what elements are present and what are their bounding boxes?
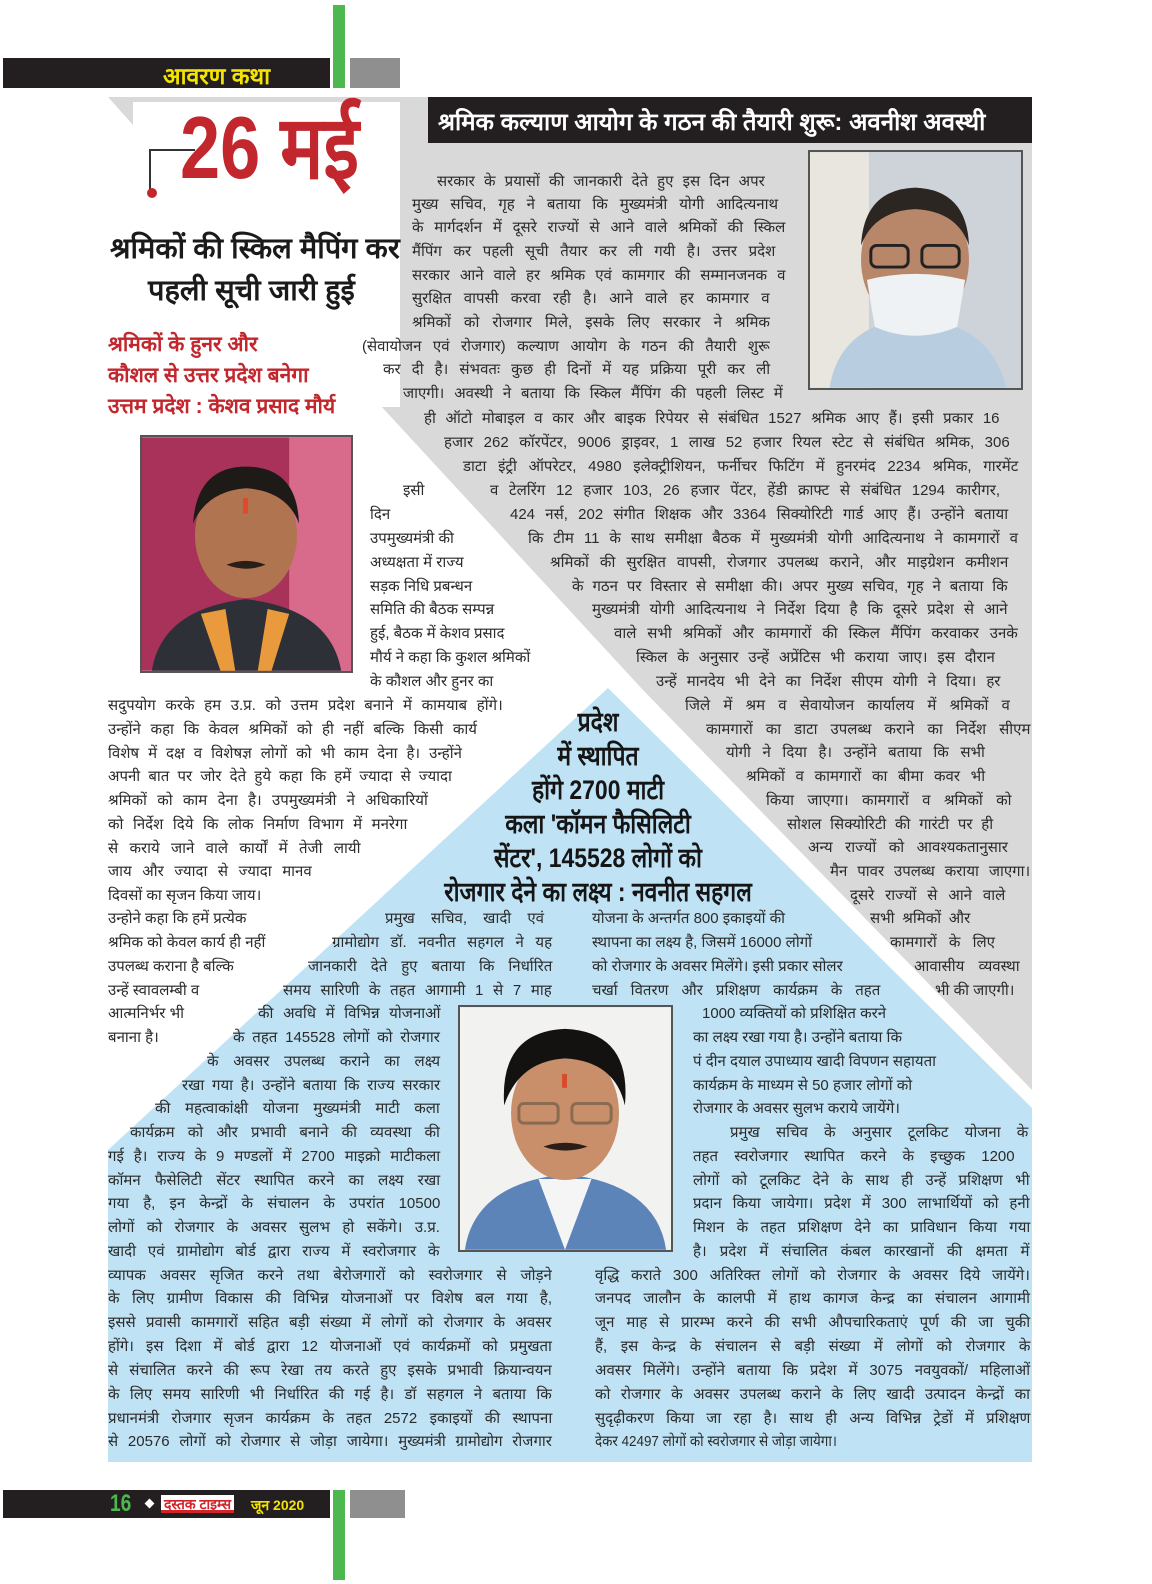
article-text-line: व्यापक अवसर सृजित करने तथा बेरोजगारों को स्वरोजगार से जोड़ने [108,1267,552,1284]
article-text-line: खादी एवं ग्रामोद्योग बोर्ड द्वारा राज्य में स्वरोजगार के [108,1243,440,1260]
article-text-line: अन्य राज्यों को आवश्यकतानुसार [808,839,1008,856]
article-text-line: सुदृढ़ीकरण किया जा रहा है। साथ ही अन्य विभिन्न ट्रेडों में प्रशिक्षण [595,1410,1031,1427]
article-text-line: रखा गया है। उन्होंने बताया कि राज्य सरकार [182,1077,441,1094]
article-text-line: दिवसों का सृजन किया जाय। [108,887,262,904]
article-text-line: दिन [370,506,391,523]
sub-headline-line-2: कौशल से उत्तर प्रदेश बनेगा [108,364,309,387]
article-text-line: अध्यक्षता में राज्य [370,554,464,571]
article-text-line: श्रमिकों को काम देना है। उपमुख्यमंत्री ने अधिकारियों [108,792,428,809]
article-text-line: उपलब्ध कराना है बल्कि [108,958,234,975]
article-text-line: के अवसर उपलब्ध कराने का लक्ष्य [207,1053,441,1070]
sub-headline-line-3: उत्तम प्रदेश : केशव प्रसाद मौर्य [108,395,336,418]
sub-headline-line-1: श्रमिकों के हुनर और [108,333,258,356]
article-text-line: गई है। राज्य के 9 मण्डलों में 2700 माइक्रो माटीकला [108,1148,441,1165]
article-text-line: अपनी बात पर जोर देते हुये कहा कि हमें ज्यादा से ज्यादा [108,768,452,785]
article-text-line: इससे प्रवासी कामगारों सहित बड़ी संख्या में लोगों को रोजगार के अवसर [108,1314,552,1331]
article-text-line: किया जाएगा। कामगारों व श्रमिकों को [766,792,1012,809]
article-text-line: कार्यक्रम को और प्रभावी बनाने की व्यवस्था की [130,1124,440,1141]
article-text-line: रोजगार के अवसर सुलभ कराये जायेंगे। [693,1100,900,1117]
article-text-line: लोगों को रोजगार के अवसर सुलभ हो सकेंगे। उ.प्र. [108,1219,440,1236]
article-text-line: कार्यक्रम के माध्यम से 50 हजार लोगों को [693,1077,913,1094]
article-text-line: व टेलरिंग 12 हजार 103, 26 हजार पेंटर, हेंडी क्राफ्ट से संबंधित 1294 कारीगर, [490,482,1000,499]
article-text-line: मिशन के तहत प्रशिक्षण देने का प्राविधान किया गया [693,1219,1031,1236]
gray-accent-block-bottom [350,1490,405,1518]
date-headline: 26 मई [180,98,359,197]
article-text-line: हजार 262 कॉरपेंटर, 9006 ड्राइवर, 1 लाख 52 हजार रियल स्टेट से संबंधित श्रमिक, 306 [444,434,1010,451]
article-text-line: कर दी है। संभवतः कुछ ही दिनों में यह प्रक्रिया पूरी कर ली [383,361,771,378]
green-accent-bar-top [333,5,345,88]
sehgal-headline-line: रोजगार देने का लक्ष्य : नवनीत सहगल [444,877,752,907]
article-text-line: मौर्य ने कहा कि कुशल श्रमिकों [370,649,531,666]
article-text-line: के लिए समय सारिणी भी निर्धारित की गई है। डॉ सहगल ने बताया कि [108,1386,552,1403]
article-text-line: कामगारों के लिए [890,934,995,951]
article-text-line: बनाना है। [108,1029,159,1046]
article-text-line: सरकार आने वाले हर श्रमिक एवं कामगार की सम्मानजनक व [412,267,786,284]
sehgal-headline-line: में स्थापित [557,741,639,771]
article-text-line: श्रमिक को केवल कार्य ही नहीं [108,934,266,951]
article-text-line: के गठन पर विस्तार से समीक्षा की। अपर मुख्य सचिव, गृह ने बताया कि [572,578,1008,595]
article-text-line: प्रमुख सचिव, खादी एवं [385,910,544,927]
portrait-image [460,1007,671,1250]
gray-accent-block-top [350,58,400,88]
main-headline-line-1: श्रमिकों की स्किल मैपिंग कर [110,233,400,265]
article-text-line: को निर्देश दिये कि लोक निर्माण विभाग में मनरेगा [108,816,408,833]
article-text-line: जाएगी। अवस्थी ने बताया कि स्किल मैंपिंग की पहली लिस्ट में [403,385,783,402]
article-text-line: उन्हें मानदेय भी देने का निर्देश सीएम योगी ने दिया। हर [656,673,1001,690]
article-text-line: श्रमिकों की सुरक्षित वापसी, रोजगार उपलब्ध कराने, और माइग्रेशन कमीशन [550,554,1009,571]
article-text-line: देकर 42497 लोगों को स्वरोजगार से जोड़ा जायेगा। [595,1433,837,1450]
article-text-line: वाले सभी श्रमिकों और कामगारों की स्किल मैंपिंग करवाकर उनके [614,625,1018,642]
article-text-line: हैं, इस केन्द्र के संचालन से बड़ी संख्या में लोगों को रोजगार के [595,1338,1031,1355]
article-text-line: मैन पावर उपलब्ध कराया जाएगा। [830,863,1031,880]
article-text-line: उन्होने कहा कि हमें प्रत्येक [108,910,247,927]
article-text-line: उन्होंने कहा कि केवल श्रमिकों को ही नहीं बल्कि किसी कार्य [108,721,477,738]
portrait-image [810,152,1021,388]
article-text-line: तहत स्वरोजगार स्थापित करने के इच्छुक 1200 [693,1148,1015,1165]
article-text-line: का लक्ष्य रखा गया है। उन्होंने बताया कि [693,1029,902,1046]
article-text-line: सुरक्षित वापसी करवा रही है। आने वाले हर कामगार व [412,290,770,307]
article-text-line: की महत्वाकांक्षी योजना मुख्यमंत्री माटी कला [155,1100,440,1117]
article-text-line: भी की जाएगी। [935,982,1015,999]
article-text-line: होंगे। इस दिशा में बोर्ड द्वारा 12 योजनाओं एवं कार्यक्रमों को प्रमुखता [108,1338,552,1355]
article-text-line: के तहत 145528 लोगों को रोजगार [233,1029,440,1046]
article-text-line: को रोजगार के अवसर उपलब्ध कराने के लिए खादी उत्पादन केन्द्रों का [595,1386,1030,1403]
article-text-line: कॉमन फैसेलिटी सेंटर स्थापित करने का लक्ष्य रखा [108,1172,441,1189]
article-text-line: उपमुख्यमंत्री की [370,530,454,547]
article-text-line: स्किल के अनुसार उन्हें अप्रेंटिस भी कराया जाए। इस दौरान [636,649,995,666]
article-text-line: जनपद जालौन के कालपी में हाथ कागज केन्द्र का संचालन आगामी [595,1290,1030,1307]
article-text-line: योजना के अन्तर्गत 800 इकाइयों की [592,910,786,927]
photo-avanish-awasthi [808,150,1023,390]
green-accent-bar-bottom [333,1490,345,1580]
page-number: 16 [110,1490,132,1517]
article-text-line: प्रधानमंत्री रोजगार सृजन कार्यक्रम के तहत 2572 इकाइयों की स्थापना [108,1410,553,1427]
issue-date: जून 2020 [251,1497,305,1513]
article-text-line: ग्रामोद्योग डॉ. नवनीत सहगल ने यह [332,934,553,951]
article-text-line: (सेवायोजन एवं रोजगार) कल्याण आयोग के गठन की तैयारी शुरू [362,338,770,355]
article-text-line: आवासीय व्यवस्था [914,958,1020,975]
article-text-line: 1000 व्यक्तियों को प्रशिक्षित करने [702,1005,887,1022]
article-text-line: जानकारी देते हुए बताया कि निर्धारित [308,958,553,975]
photo-keshav-prasad-maurya [140,435,353,673]
article-text-line: सदुपयोग करके हम उ.प्र. को उत्तम प्रदेश बनाने में कामयाब होंगे। [108,697,503,714]
article-text-line: जाय और ज्यादा से ज्यादा मानव [108,863,312,880]
top-article-headline: श्रमिक कल्याण आयोग के गठन की तैयारी शुरू: अवनीश अवस्थी [438,109,986,136]
article-text-line: स्थापना का लक्ष्य है, जिसमें 16000 लोगों [592,934,813,951]
sehgal-headline-line: सेंटर', 145528 लोगों को [494,843,702,873]
article-text-line: सोशल सिक्योरिटी की गारंटी पर ही [787,816,994,833]
sehgal-headline-line: कला 'कॉमन फैसिलिटी [505,809,691,839]
article-text-line: सरकार के प्रयासों की जानकारी देते हुए इस दिन अपर [437,173,765,190]
article-text-line: समिति की बैठक सम्पन्न [370,601,495,618]
article-text-line: मुख्यमंत्री योगी आदित्यनाथ ने निर्देश दिया है कि दूसरे प्रदेश से आने [592,601,1008,618]
article-text-line: जून माह से प्रारम्भ करने की सभी औपचारिकताएं पूर्ण की जा चुकी [595,1314,1031,1331]
sehgal-headline-line: होंगे 2700 माटी [531,775,665,805]
article-text-line: कामगारों का डाटा उपलब्ध कराने का निर्देश सीएम [706,721,1031,738]
section-label: आवरण कथा [163,63,271,89]
photo-navneet-sehgal [458,1005,673,1252]
article-text-line: से कराये जाने वाले कार्यों में तेजी लायी [108,840,361,857]
article-text-line: से 20576 लोगों को रोजगार से जोड़ा जायेगा। मुख्यमंत्री ग्रामोद्योग रोजगार [108,1433,552,1450]
red-dot [147,188,157,198]
article-text-line: जिले में श्रम व सेवायोजन कार्यालय में श्रमिकों व [685,697,1010,714]
magazine-logo: दस्तक टाइम्स [161,1495,234,1513]
article-text-line: 424 नर्स, 202 संगीत शिक्षक और 3364 सिक्योरिटी गार्ड आए हैं। उन्होंने बताया [510,506,1009,523]
top-article-headline-bar [428,97,1032,143]
article-text-line: प्रदान किया जायेगा। प्रदेश में 300 लाभार्थियों को हनी [693,1195,1030,1212]
article-text-line: चर्खा वितरण और प्रशिक्षण कार्यक्रम के तहत [592,982,881,999]
article-text-line: के मार्गदर्शन में दूसरे राज्यों से आने वाले श्रमिकों की स्किल [412,219,786,236]
article-text-line: विशेष में दक्ष व विशेषज्ञ लोगों को भी काम देना है। उन्होंने [108,745,462,762]
article-text-line: के कौशल और हुनर का [370,673,494,690]
article-text-line: उन्हें स्वावलम्बी व [108,982,200,999]
section-label-bar [3,58,330,88]
article-text-line: मैंपिंग कर पहली सूची तैयार कर ली गयी है। उत्तर प्रदेश [412,243,776,260]
article-text-line: प्रमुख सचिव के अनुसार टूलकिट योजना के [730,1124,1029,1141]
article-text-line: को रोजगार के अवसर मिलेंगे। इसी प्रकार सोलर [592,958,843,975]
article-text-line: कि टीम 11 के साथ समीक्षा बैठक में मुख्यमंत्री योगी आदित्यनाथ ने कामगारों व [528,530,1019,547]
article-text-line: दूसरे राज्यों से आने वाले [850,887,1006,904]
article-text-line: पं दीन दयाल उपाध्याय खादी विपणन सहायता [693,1053,937,1070]
article-text-line: हुई, बैठक में केशव प्रसाद [370,625,505,642]
article-text-line: गया है, इन केन्द्रों के संचालन के उपरांत 10500 [108,1195,441,1212]
article-text-line: डाटा इंट्री ऑपरेटर, 4980 इलेक्ट्रीशियन, फर्नीचर फिटिंग में हुनरमंद 2234 श्रमिक, गारमेंट [463,458,1019,475]
article-text-line: आत्मनिर्भर भी [108,1005,185,1022]
article-text-line: की अवधि में विभिन्न योजनाओं [258,1005,441,1022]
article-text-line: के लिए ग्रामीण विकास की विभिन्न योजनाओं पर विशेष बल गया है, [108,1290,553,1307]
footer-bar [3,1490,330,1518]
article-text-line: है। प्रदेश में संचालित कंबल कारखानों की क्षमता में [693,1243,1030,1260]
article-text-line: सभी श्रमिकों और [870,910,971,927]
article-text-line: लोगों को टूलकिट देने के साथ ही उन्हें प्रशिक्षण भी [693,1172,1030,1189]
article-text-line: ही ऑटो मोबाइल व कार और बाइक रिपेयर से संबंधित 1527 श्रमिक आए हैं। इसी प्रकार 16 [424,410,1000,427]
article-text-line: श्रमिकों व कामगारों का बीमा कवर भी [746,768,986,785]
article-text-line: वृद्धि कराते 300 अतिरिक्त लोगों को रोजगार के अवसर दिये जायेंगे। [595,1267,1030,1284]
article-text-line: योगी ने दिया है। उन्होंने बताया कि सभी [726,744,985,761]
article-text-line: इसी [403,482,425,499]
diamond-bullet-icon [145,1499,155,1509]
article-text-line: सड़क निधि प्रबन्धन [370,578,473,595]
sehgal-headline-line: प्रदेश [577,707,619,737]
main-headline-line-2: पहली सूची जारी हुई [148,275,355,307]
article-text-line: अवसर मिलेंगे। उन्होंने बताया कि प्रदेश में 3075 नवयुवकों/ महिलाओं [595,1362,1031,1379]
portrait-image [142,437,351,671]
article-text-line: श्रमिकों को रोजगार मिले, इसके लिए सरकार ने श्रमिक [412,314,770,331]
article-text-line: से संचालित करने की रूप रेखा तय करते हुए इसके प्रभावी क्रियान्वयन [108,1362,552,1379]
article-text-line: समय सारिणी के तहत आगामी 1 से 7 माह [283,982,552,999]
article-text-line: मुख्य सचिव, गृह ने बताया कि मुख्यमंत्री योगी आदित्यनाथ [412,196,779,213]
